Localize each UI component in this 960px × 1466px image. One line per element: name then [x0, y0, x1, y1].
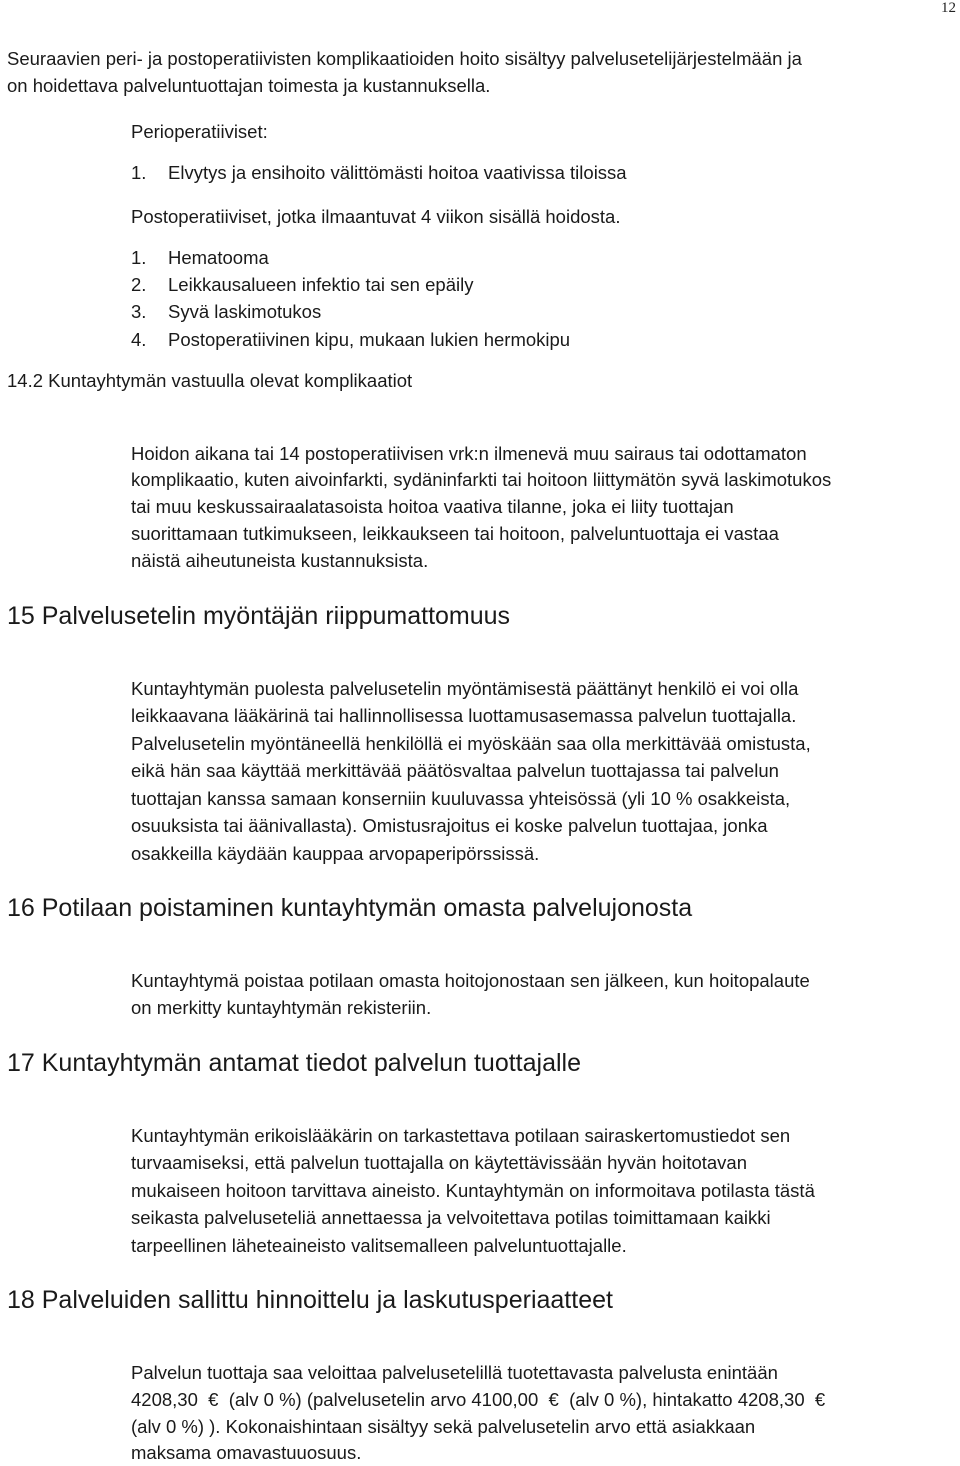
section-17-line-1: Kuntayhtymän erikoislääkärin on tarkastettava potilaan sairaskertomustiedot sen	[131, 1125, 791, 1146]
list-item-text: Elvytys ja ensihoito välittömästi hoitoa vaativissa tiloissa	[168, 162, 627, 183]
section-16-heading: 16 Potilaan poistaminen kuntayhtymän omasta palvelujonosta	[7, 894, 693, 922]
intro-line-2: on hoidettava palveluntuottajan toimesta ja kustannuksella.	[7, 75, 491, 96]
section-17-heading: 17 Kuntayhtymän antamat tiedot palvelun tuottajalle	[7, 1049, 581, 1077]
section-14-2-line-4: suorittamaan tutkimukseen, leikkaukseen tai hoitoon, palveluntuottaja ei vastaa	[131, 523, 779, 544]
section-17-line-2: turvaamiseksi, että palvelun tuottajalla on käytettävissään hyvän hoitotavan	[131, 1152, 748, 1173]
list-item-text: Syvä laskimotukos	[168, 301, 322, 322]
postoperative-heading: Postoperatiiviset, jotka ilmaantuvat 4 viikon sisällä hoidosta.	[131, 206, 621, 227]
list-item-text: Leikkausalueen infektio tai sen epäily	[168, 274, 474, 295]
section-14-2-line-1: Hoidon aikana tai 14 postoperatiivisen vrk:n ilmenevä muu sairaus tai odottamaton	[131, 443, 807, 464]
section-15-line-4: eikä hän saa käyttää merkittävää päätösvaltaa palvelun tuottajassa tai palvelun	[131, 760, 779, 781]
section-18-line-2: 4208,30 € (alv 0 %) (palvelusetelin arvo 4100,00 € (alv 0 %), hintakatto 4208,30 €	[131, 1389, 826, 1410]
section-18-line-3: (alv 0 %) ). Kokonaishintaan sisältyy sekä palvelusetelin arvo että asiakkaan	[131, 1416, 756, 1437]
section-18-heading: 18 Palveluiden sallittu hinnoittelu ja laskutusperiaatteet	[7, 1286, 613, 1314]
section-15-heading: 15 Palvelusetelin myöntäjän riippumattomuus	[7, 602, 511, 630]
section-14-2-heading: 14.2 Kuntayhtymän vastuulla olevat komplikaatiot	[7, 370, 413, 391]
section-18-line-4: maksama omavastuuosuus.	[131, 1442, 362, 1463]
page-number: 12	[941, 0, 956, 16]
intro-line-1: Seuraavien peri- ja postoperatiivisten komplikaatioiden hoito sisältyy palvelusetelijärjestelmään ja	[7, 48, 802, 69]
list-item-text: Hematooma	[168, 247, 269, 268]
section-15-line-7: osakkeilla käydään kauppaa arvopaperipörssissä.	[131, 843, 540, 864]
section-17-line-3: mukaiseen hoitoon tarvittava aineisto. Kuntayhtymän on informoitava potilasta tästä	[131, 1180, 815, 1201]
section-15-line-6: osuuksista tai äänivallasta). Omistusrajoitus ei koske palvelun tuottajaa, jonka	[131, 815, 768, 836]
section-17-line-4: seikasta palveluseteliä annettaessa ja velvoitettava potilas toimittamaan kaikki	[131, 1207, 771, 1228]
list-item-number: 2.	[131, 274, 147, 295]
section-15-line-2: leikkaavana lääkärinä tai hallinnollisessa luottamusasemassa palvelun tuottajalla.	[131, 705, 797, 726]
list-item-number: 1.	[131, 162, 147, 183]
list-item-number: 1.	[131, 247, 147, 268]
section-15-line-1: Kuntayhtymän puolesta palvelusetelin myöntämisestä päättänyt henkilö ei voi olla	[131, 678, 799, 699]
section-15-line-3: Palvelusetelin myöntäneellä henkilöllä ei myöskään saa olla merkittävää omistusta,	[131, 733, 811, 754]
section-16-line-1: Kuntayhtymä poistaa potilaan omasta hoitojonostaan sen jälkeen, kun hoitopalaute	[131, 970, 810, 991]
section-18-line-1: Palvelun tuottaja saa veloittaa palvelusetelillä tuotettavasta palvelusta enintään	[131, 1362, 778, 1383]
section-14-2-line-2: komplikaatio, kuten aivoinfarkti, sydäninfarkti tai hoitoon liittymätön syvä laskimotukos	[131, 469, 832, 490]
section-14-2-line-3: tai muu keskussairaalatasoista hoitoa vaativa tilanne, joka ei liity tuottajan	[131, 496, 734, 517]
list-item-number: 4.	[131, 329, 147, 350]
list-item-number: 3.	[131, 301, 147, 322]
perioperative-heading: Perioperatiiviset:	[131, 121, 268, 142]
section-16-line-2: on merkitty kuntayhtymän rekisteriin.	[131, 997, 432, 1018]
section-15-line-5: tuottajan kanssa samaan konserniin kuuluvassa yhteisössä (yli 10 % osakkeista,	[131, 788, 791, 809]
section-17-line-5: tarpeellinen läheteaineisto valitsemalleen palveluntuottajalle.	[131, 1235, 627, 1256]
section-14-2-line-5: näistä aiheutuneista kustannuksista.	[131, 550, 429, 571]
list-item-text: Postoperatiivinen kipu, mukaan lukien hermokipu	[168, 329, 571, 350]
